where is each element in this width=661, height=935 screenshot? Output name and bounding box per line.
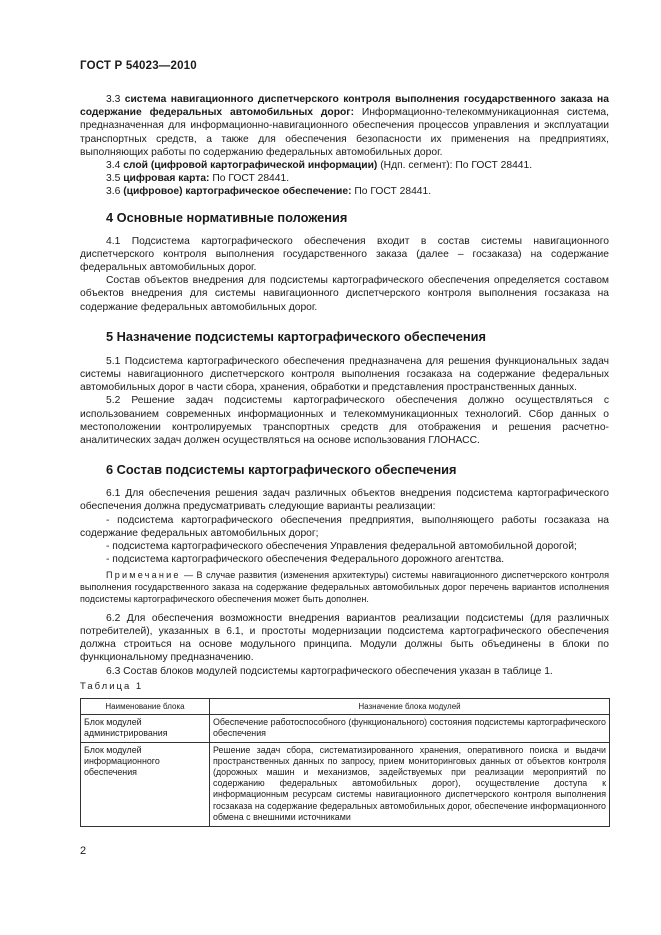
paragraph-6-2: 6.2 Для обеспечения возможности внедрения вариантов реализации подсистемы (для различных потребителей), указанных в 6.1, и простоты модернизации подсистема картографического обеспечения должна строиться на основе модульного принципа. Модули должны быть объединены в блоки по функциональному предназначению. <box>80 612 609 664</box>
table-cell: Решение задач сбора, систематизированного хранения, оперативного поиска и выдачи пространственных данных по запросу, прием мониторинговых данных от объектов контроля (дорожных машин и механизмов, задействуемых при реализации мероприятий по содержанию федеральных автомобильных дорог), осуществление доступа к информационным ресурсам системы навигационного диспетчерского контроля выполнения госзаказа на содержание федеральных автомобильных дорог, обеспечение информационного обмена с внешними источниками <box>210 743 610 827</box>
list-item: - подсистема картографического обеспечения предприятия, выполняющего работы госзаказа на содержание федеральных автомобильных дорог; <box>80 514 609 539</box>
page-number: 2 <box>80 845 87 857</box>
paragraph-5-1: 5.1 Подсистема картографического обеспечения предназначена для решения функциональных задач системы навигационного диспетчерского контроля выполнения госзаказа на содержание федеральных автомобильных дорог в части сбора, хранения, обработки и представления пространственных данных. <box>80 355 609 394</box>
note-text: — В случае развития (изменения архитектуры) системы навигационного диспетчерского контроля выполнения государственного заказа на содержание федеральных автомобильных дорог перечень вариантов исполнения подсистемы картографического обеспечения может быть дополнен. <box>80 570 609 605</box>
table-header-cell: Назначение блока модулей <box>210 698 610 714</box>
term-number: 3.3 <box>106 94 121 105</box>
note <box>80 570 609 605</box>
term-name: цифровая карта: <box>123 173 210 185</box>
table-cell: Обеспечение работоспособного (функционального) состояния подсистемы картографического обеспечения <box>210 714 610 742</box>
section-4-heading: 4 Основные нормативные положения <box>106 209 348 225</box>
term-3-3 <box>80 93 609 159</box>
page-content <box>80 93 609 827</box>
term-number: 3.4 <box>106 160 121 172</box>
table-caption: Таблица 1 <box>80 680 144 692</box>
term-definition: (Ндп. сегмент): По ГОСТ 28441. <box>380 160 533 172</box>
section-6-heading: 6 Состав подсистемы картографического обеспечения <box>106 462 457 478</box>
term-3-6 <box>80 185 609 198</box>
table-header-cell: Наименование блока <box>81 698 210 714</box>
term-3-5 <box>80 172 609 185</box>
term-definition: По ГОСТ 28441. <box>354 186 432 198</box>
table-header-row <box>81 698 610 714</box>
term-number: 3.5 <box>106 173 121 185</box>
term-number: 3.6 <box>106 186 121 198</box>
paragraph-6-3: 6.3 Состав блоков модулей подсистемы картографического обеспечения указан в таблице 1. <box>106 665 553 677</box>
paragraph-4-1: 4.1 Подсистема картографического обеспечения входит в состав системы навигационного диспетчерского контроля выполнения государственного заказа (далее – госзаказа) на содержание федеральных автомобильных дорог. <box>80 235 609 274</box>
table-cell: Блок модулей администрирования <box>81 714 210 742</box>
term-definition: По ГОСТ 28441. <box>212 173 290 185</box>
paragraph-4-1-cont: Состав объектов внедрения для подсистемы картографического обеспечения определяется составом объектов внедрения для системы навигационного диспетчерского контроля выполнения госзаказа на содержание федеральных автомобильных дорог. <box>80 275 609 313</box>
section-5-heading: 5 Назначение подсистемы картографического обеспечения <box>106 328 486 344</box>
table-row <box>81 743 610 827</box>
note-label: Примечание <box>106 570 181 581</box>
table-row <box>81 714 610 742</box>
term-name: (цифровое) картографическое обеспечение: <box>123 186 352 198</box>
term-definition: Информационно-телекоммуникационная система, предназначенная для информационно-навигационного обеспечения процессов управления и эксплуатации транспортных средств, а также для обеспечения безопасности их применения на предприятиях, выполняющих работы по содержанию федеральных автомобильных дорог. <box>80 107 609 158</box>
term-name: слой (цифровой картографической информации) <box>123 160 378 172</box>
list-item: - подсистема картографического обеспечения Федерального дорожного агентства. <box>106 554 505 566</box>
term-name: система навигационного диспетчерского контроля выполнения государственного заказа на содержание федеральных автомобильных дорог: <box>80 94 609 119</box>
list-item: - подсистема картографического обеспечения Управления федеральной автомобильной дорогой; <box>106 541 577 553</box>
paragraph-6-1: 6.1 Для обеспечения решения задач различных объектов внедрения подсистема картографического обеспечения должна предусматривать следующие варианты реализации: <box>80 488 609 513</box>
paragraph-5-2: 5.2 Решение задач подсистемы картографического обеспечения должно осуществляться с использованием современных информационных и телекоммуникационных технологий. Сбор данных о местоположении контролируемых транспортных средств для отображения и решения расчетно-аналитических задач должен осуществляться на основе использования ГЛОНАСС. <box>80 395 609 447</box>
table-cell: Блок модулей информационного обеспечения <box>81 743 210 827</box>
document-header: ГОСТ Р 54023—2010 <box>80 60 197 72</box>
term-3-4 <box>80 159 609 172</box>
table-1 <box>80 698 610 827</box>
